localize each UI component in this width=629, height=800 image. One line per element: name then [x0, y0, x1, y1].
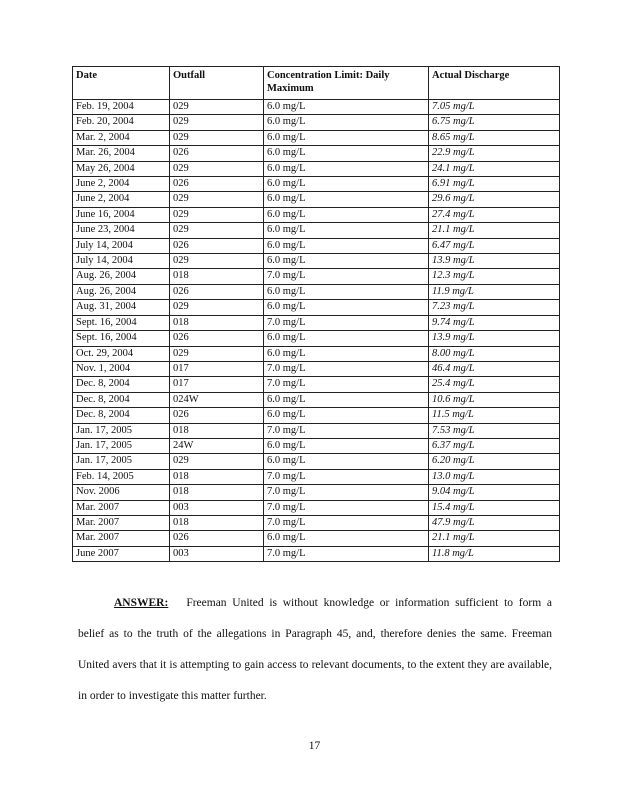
- header-actual-discharge: Actual Discharge: [429, 67, 560, 100]
- cell-date: Feb. 20, 2004: [73, 115, 170, 130]
- cell-outfall: 003: [170, 500, 264, 515]
- cell-limit: 7.0 mg/L: [264, 423, 429, 438]
- cell-discharge: 6.20 mg/L: [429, 454, 560, 469]
- cell-limit: 7.0 mg/L: [264, 546, 429, 561]
- cell-outfall: 026: [170, 177, 264, 192]
- table-row: [73, 238, 560, 253]
- cell-discharge: 13.9 mg/L: [429, 331, 560, 346]
- table-row: [73, 254, 560, 269]
- cell-outfall: 026: [170, 331, 264, 346]
- cell-date: July 14, 2004: [73, 238, 170, 253]
- cell-date: Mar. 2, 2004: [73, 130, 170, 145]
- page-number: 17: [308, 740, 321, 752]
- table-row: [73, 192, 560, 207]
- cell-discharge: 6.37 mg/L: [429, 438, 560, 453]
- cell-discharge: 24.1 mg/L: [429, 161, 560, 176]
- cell-date: Jan. 17, 2005: [73, 454, 170, 469]
- cell-date: Feb. 14, 2005: [73, 469, 170, 484]
- table-row: [73, 115, 560, 130]
- cell-limit: 6.0 mg/L: [264, 223, 429, 238]
- cell-discharge: 7.23 mg/L: [429, 300, 560, 315]
- cell-discharge: 6.75 mg/L: [429, 115, 560, 130]
- cell-outfall: 026: [170, 408, 264, 423]
- cell-limit: 7.0 mg/L: [264, 469, 429, 484]
- table-row: [73, 207, 560, 222]
- cell-date: Dec. 8, 2004: [73, 408, 170, 423]
- cell-outfall: 029: [170, 300, 264, 315]
- table-row: [73, 377, 560, 392]
- cell-limit: 6.0 mg/L: [264, 254, 429, 269]
- cell-discharge: 25.4 mg/L: [429, 377, 560, 392]
- table-row: [73, 346, 560, 361]
- cell-outfall: 029: [170, 254, 264, 269]
- discharge-table: [72, 66, 560, 562]
- answer-text: Freeman United is without knowledge or information sufficient to form a belief as to the truth of the allegations in Paragraph 45, and, therefore denies the same. Freeman United avers that it is attempting to gain access to relevant documents, to the extent they are available, in order to investigate this matter further.: [78, 596, 552, 702]
- cell-outfall: 029: [170, 161, 264, 176]
- table-row: [73, 300, 560, 315]
- cell-outfall: 024W: [170, 392, 264, 407]
- cell-limit: 6.0 mg/L: [264, 392, 429, 407]
- cell-date: Mar. 26, 2004: [73, 146, 170, 161]
- cell-discharge: 13.0 mg/L: [429, 469, 560, 484]
- cell-discharge: 22.9 mg/L: [429, 146, 560, 161]
- cell-limit: 6.0 mg/L: [264, 207, 429, 222]
- cell-discharge: 27.4 mg/L: [429, 207, 560, 222]
- answer-label: ANSWER:: [114, 596, 169, 609]
- table-row: [73, 408, 560, 423]
- cell-outfall: 017: [170, 377, 264, 392]
- cell-limit: 7.0 mg/L: [264, 515, 429, 530]
- cell-date: Mar. 2007: [73, 531, 170, 546]
- cell-outfall: 026: [170, 146, 264, 161]
- cell-discharge: 11.8 mg/L: [429, 546, 560, 561]
- cell-date: July 14, 2004: [73, 254, 170, 269]
- cell-limit: 7.0 mg/L: [264, 485, 429, 500]
- cell-outfall: 029: [170, 207, 264, 222]
- table-row: [73, 100, 560, 115]
- cell-outfall: 018: [170, 423, 264, 438]
- answer-paragraph: [78, 588, 552, 712]
- cell-discharge: 11.9 mg/L: [429, 284, 560, 299]
- table-row: [73, 284, 560, 299]
- cell-limit: 6.0 mg/L: [264, 115, 429, 130]
- cell-date: Jan. 17, 2005: [73, 423, 170, 438]
- cell-discharge: 8.65 mg/L: [429, 130, 560, 145]
- cell-limit: 6.0 mg/L: [264, 284, 429, 299]
- table-row: [73, 531, 560, 546]
- cell-discharge: 7.05 mg/L: [429, 100, 560, 115]
- table-row: [73, 500, 560, 515]
- cell-discharge: 7.53 mg/L: [429, 423, 560, 438]
- cell-discharge: 9.74 mg/L: [429, 315, 560, 330]
- cell-limit: 7.0 mg/L: [264, 377, 429, 392]
- cell-date: Feb. 19, 2004: [73, 100, 170, 115]
- cell-discharge: 29.6 mg/L: [429, 192, 560, 207]
- cell-date: Aug. 26, 2004: [73, 284, 170, 299]
- cell-limit: 6.0 mg/L: [264, 408, 429, 423]
- table-row: [73, 515, 560, 530]
- cell-limit: 6.0 mg/L: [264, 438, 429, 453]
- cell-outfall: 018: [170, 269, 264, 284]
- cell-date: June 23, 2004: [73, 223, 170, 238]
- cell-outfall: 029: [170, 454, 264, 469]
- cell-limit: 6.0 mg/L: [264, 130, 429, 145]
- cell-outfall: 026: [170, 284, 264, 299]
- cell-outfall: 018: [170, 515, 264, 530]
- table-row: [73, 130, 560, 145]
- cell-discharge: 12.3 mg/L: [429, 269, 560, 284]
- cell-date: Dec. 8, 2004: [73, 377, 170, 392]
- table-row: [73, 392, 560, 407]
- table-row: [73, 469, 560, 484]
- cell-outfall: 017: [170, 361, 264, 376]
- table-row: [73, 315, 560, 330]
- cell-date: May 26, 2004: [73, 161, 170, 176]
- cell-discharge: 21.1 mg/L: [429, 223, 560, 238]
- cell-limit: 6.0 mg/L: [264, 100, 429, 115]
- cell-limit: 6.0 mg/L: [264, 531, 429, 546]
- cell-outfall: 029: [170, 223, 264, 238]
- cell-discharge: 13.9 mg/L: [429, 254, 560, 269]
- cell-limit: 7.0 mg/L: [264, 269, 429, 284]
- table-row: [73, 546, 560, 561]
- cell-date: Aug. 26, 2004: [73, 269, 170, 284]
- table-row: [73, 485, 560, 500]
- cell-discharge: 15.4 mg/L: [429, 500, 560, 515]
- cell-discharge: 6.47 mg/L: [429, 238, 560, 253]
- cell-discharge: 47.9 mg/L: [429, 515, 560, 530]
- cell-date: Nov. 2006: [73, 485, 170, 500]
- cell-discharge: 9.04 mg/L: [429, 485, 560, 500]
- cell-limit: 6.0 mg/L: [264, 161, 429, 176]
- cell-limit: 6.0 mg/L: [264, 454, 429, 469]
- cell-limit: 6.0 mg/L: [264, 177, 429, 192]
- cell-outfall: 018: [170, 485, 264, 500]
- cell-outfall: 029: [170, 115, 264, 130]
- cell-date: Nov. 1, 2004: [73, 361, 170, 376]
- cell-date: June 2007: [73, 546, 170, 561]
- cell-outfall: 029: [170, 130, 264, 145]
- cell-date: Aug. 31, 2004: [73, 300, 170, 315]
- table-header-row: [73, 67, 560, 100]
- table-row: [73, 438, 560, 453]
- cell-date: Jan. 17, 2005: [73, 438, 170, 453]
- table-row: [73, 423, 560, 438]
- cell-date: June 16, 2004: [73, 207, 170, 222]
- table-row: [73, 361, 560, 376]
- cell-outfall: 029: [170, 100, 264, 115]
- table-row: [73, 454, 560, 469]
- cell-date: Sept. 16, 2004: [73, 315, 170, 330]
- cell-outfall: 026: [170, 531, 264, 546]
- cell-outfall: 018: [170, 469, 264, 484]
- cell-date: Oct. 29, 2004: [73, 346, 170, 361]
- cell-outfall: 24W: [170, 438, 264, 453]
- cell-date: Sept. 16, 2004: [73, 331, 170, 346]
- header-concentration-limit: Concentration Limit: Daily Maximum: [264, 67, 429, 100]
- cell-limit: 6.0 mg/L: [264, 146, 429, 161]
- cell-outfall: 003: [170, 546, 264, 561]
- cell-outfall: 026: [170, 238, 264, 253]
- cell-discharge: 46.4 mg/L: [429, 361, 560, 376]
- cell-limit: 6.0 mg/L: [264, 346, 429, 361]
- cell-discharge: 8.00 mg/L: [429, 346, 560, 361]
- cell-date: June 2, 2004: [73, 177, 170, 192]
- cell-discharge: 11.5 mg/L: [429, 408, 560, 423]
- cell-limit: 6.0 mg/L: [264, 331, 429, 346]
- header-outfall: Outfall: [170, 67, 264, 100]
- cell-discharge: 21.1 mg/L: [429, 531, 560, 546]
- table-row: [73, 331, 560, 346]
- cell-date: June 2, 2004: [73, 192, 170, 207]
- cell-limit: 7.0 mg/L: [264, 315, 429, 330]
- table-body: [73, 100, 560, 562]
- cell-limit: 6.0 mg/L: [264, 238, 429, 253]
- cell-limit: 6.0 mg/L: [264, 192, 429, 207]
- header-date: Date: [73, 67, 170, 100]
- table-row: [73, 177, 560, 192]
- cell-outfall: 029: [170, 346, 264, 361]
- cell-limit: 7.0 mg/L: [264, 500, 429, 515]
- cell-outfall: 018: [170, 315, 264, 330]
- cell-limit: 6.0 mg/L: [264, 300, 429, 315]
- cell-date: Dec. 8, 2004: [73, 392, 170, 407]
- table-row: [73, 223, 560, 238]
- cell-discharge: 10.6 mg/L: [429, 392, 560, 407]
- table-row: [73, 161, 560, 176]
- cell-date: Mar. 2007: [73, 515, 170, 530]
- cell-outfall: 029: [170, 192, 264, 207]
- cell-discharge: 6.91 mg/L: [429, 177, 560, 192]
- table-row: [73, 269, 560, 284]
- cell-date: Mar. 2007: [73, 500, 170, 515]
- table-row: [73, 146, 560, 161]
- cell-limit: 7.0 mg/L: [264, 361, 429, 376]
